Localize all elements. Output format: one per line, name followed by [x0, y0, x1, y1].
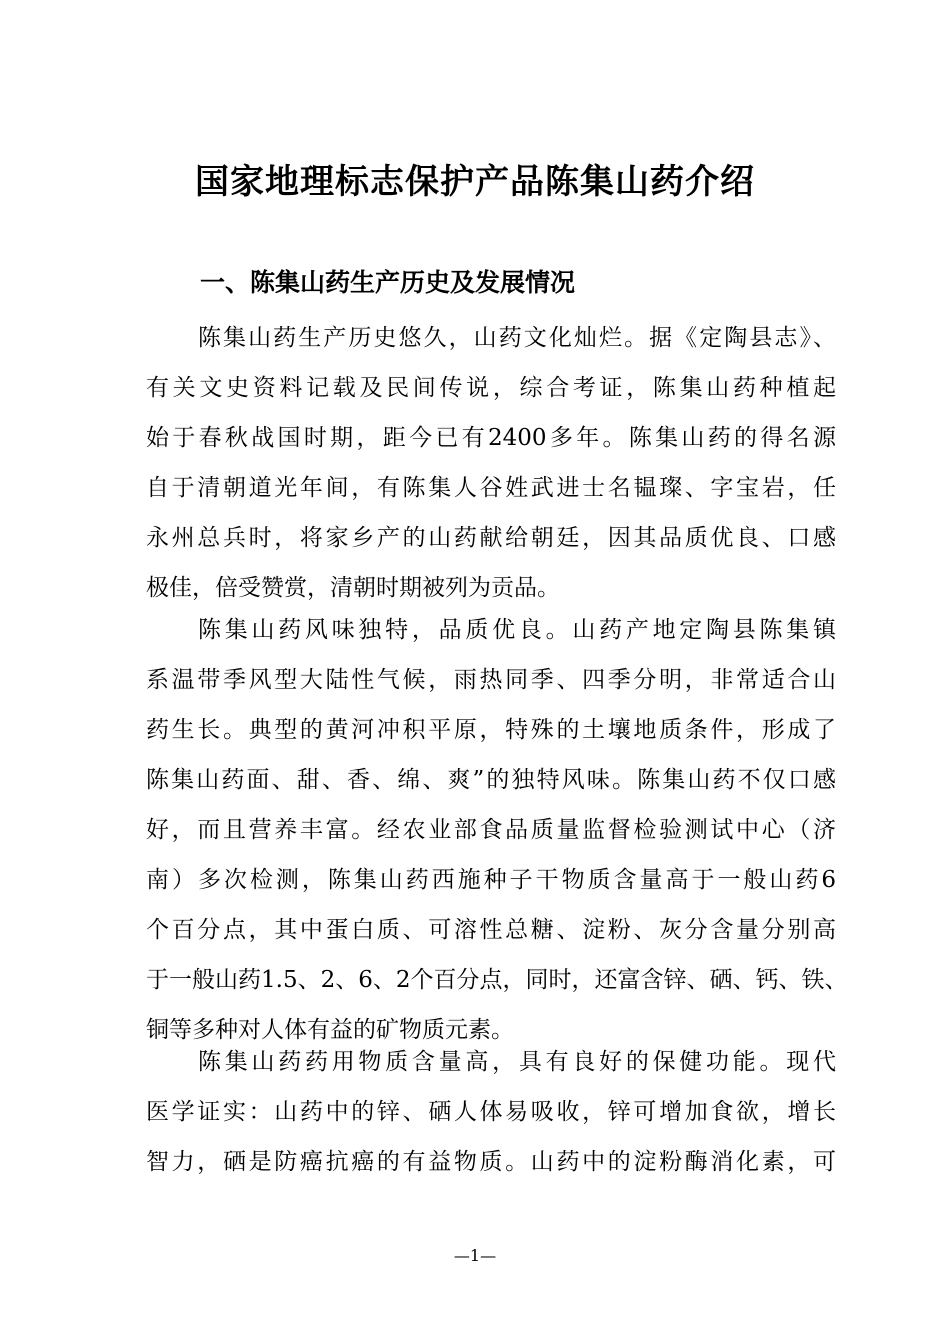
paragraph-line: 陈集山药药用物质含量高，具有良好的保健功能。现代 [198, 1049, 836, 1075]
page-number: —1— [453, 1246, 497, 1265]
paragraph-line: 南）多次检测，陈集山药西施种子干物质含量高于一般山药6 [146, 867, 836, 893]
paragraph-line: 始于春秋战国时期，距今已有2400多年。陈集山药的得名源 [146, 425, 836, 451]
paragraph-line: 于一般山药1.5、2、6、2个百分点，同时，还富含锌、硒、钙、铁、 [146, 967, 848, 993]
paragraph-line: 智力，硒是防癌抗癌的有益物质。山药中的淀粉酶消化素，可 [146, 1149, 836, 1175]
paragraph-health [146, 1037, 836, 1187]
paragraph-line: 永州总兵时，将家乡产的山药献给朝廷，因其品质优良、口感 [146, 525, 836, 551]
paragraph-line: 陈集山药生产历史悠久，山药文化灿烂。据《定陶县志》、 [198, 325, 836, 351]
paragraph-line: 好，而且营养丰富。经农业部食品质量监督检验测试中心（济 [146, 817, 836, 843]
section-heading: 一、陈集山药生产历史及发展情况 [200, 268, 576, 297]
paragraph-line: 个百分点，其中蛋白质、可溶性总糖、淀粉、灰分含量分别高 [146, 917, 836, 943]
paragraph-history [146, 313, 836, 613]
paragraph-flavor [146, 605, 848, 1055]
paragraph-line: 自于清朝道光年间，有陈集人谷姓武进士名韫璨、字宝岩，任 [146, 475, 836, 501]
paragraph-line: 系温带季风型大陆性气候，雨热同季、四季分明，非常适合山 [146, 667, 836, 693]
paragraph-line: 有关文史资料记载及民间传说，综合考证，陈集山药种植起 [146, 375, 836, 401]
paragraph-line: 陈集山药面、甜、香、绵、爽”的独特风味。陈集山药不仅口感 [146, 767, 836, 793]
paragraph-line: 陈集山药风味独特，品质优良。山药产地定陶县陈集镇 [198, 617, 836, 643]
document-title: 国家地理标志保护产品陈集山药介绍 [195, 162, 755, 202]
paragraph-line: 药生长。典型的黄河冲积平原，特殊的土壤地质条件，形成了 [146, 717, 836, 743]
paragraph-line: 极佳，倍受赞赏，清朝时期被列为贡品。 [146, 575, 560, 601]
paragraph-line: 铜等多种对人体有益的矿物质元素。 [146, 1017, 514, 1043]
paragraph-line: 医学证实：山药中的锌、硒人体易吸收，锌可增加食欲，增长 [146, 1099, 836, 1125]
